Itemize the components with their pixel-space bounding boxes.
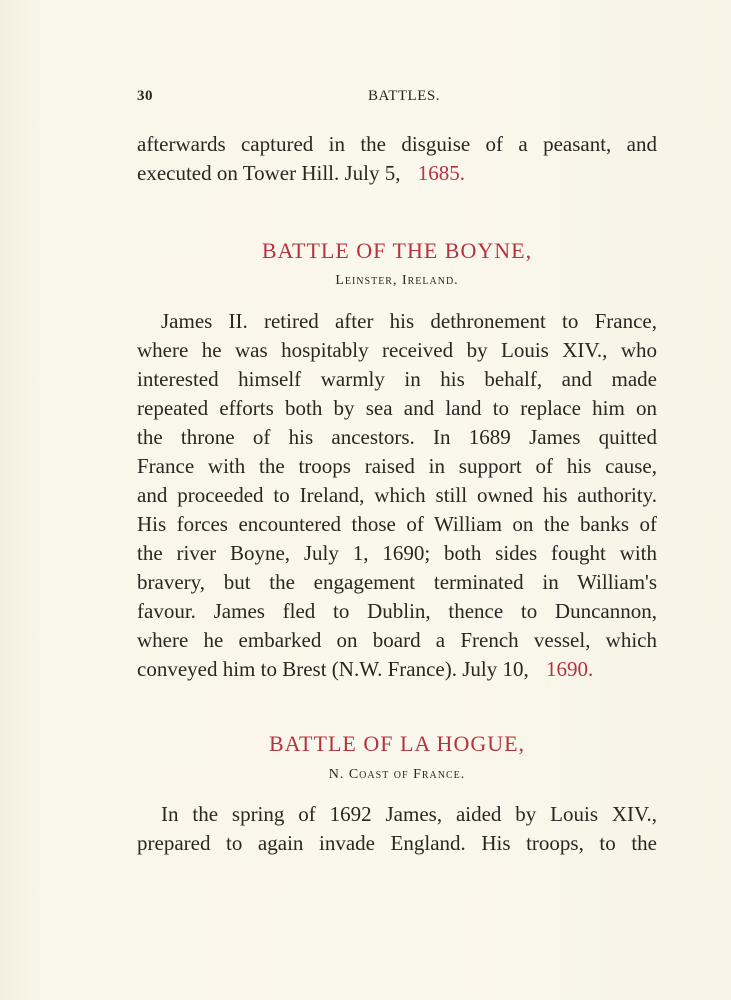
- boyne-line-1: James II. retired after his dethronement to France,: [161, 309, 657, 333]
- boyne-location: Leinster, Ireland.: [335, 273, 459, 288]
- boyne-line-8: His forces encountered those of William on the banks of: [137, 512, 657, 536]
- hogue-line-1: In the spring of 1692 James, aided by Louis XIV.,: [161, 802, 657, 826]
- boyne-line-3: interested himself warmly in his behalf, and made: [137, 367, 657, 391]
- boyne-line-12: where he embarked on board a French vessel, which: [137, 628, 657, 652]
- boyne-line-11: favour. James fled to Dublin, thence to Duncannon,: [137, 599, 657, 623]
- boyne-line-5: the throne of his ancestors. In 1689 James quitted: [137, 425, 657, 449]
- boyne-title: BATTLE OF THE BOYNE,: [261, 238, 533, 263]
- boyne-line-2: where he was hospitably received by Louis XIV., who: [137, 338, 657, 362]
- boyne-line-7: and proceeded to Ireland, which still owned his authority.: [137, 483, 657, 507]
- boyne-line-4: repeated efforts both by sea and land to replace him on: [137, 396, 657, 420]
- boyne-line-10: bravery, but the engagement terminated in William's: [137, 570, 657, 594]
- running-head: BATTLES.: [368, 88, 440, 104]
- boyne-year: 1690.: [545, 657, 594, 681]
- page-header: [137, 88, 657, 108]
- boyne-last-line-text: conveyed him to Brest (N.W. France). July 10,: [137, 657, 529, 681]
- intro-year: 1685.: [417, 161, 466, 185]
- intro-line-2: [137, 160, 657, 186]
- hogue-location: N. Coast of France.: [328, 767, 466, 782]
- boyne-line-13: [137, 656, 657, 682]
- boyne-line-9: the river Boyne, July 1, 1690; both sides fought with: [137, 541, 657, 565]
- hogue-line-2: prepared to again invade England. His troops, to the: [137, 831, 657, 855]
- hogue-title: BATTLE OF LA HOGUE,: [268, 731, 526, 756]
- page-number: 30: [137, 88, 153, 104]
- intro-line-2-text: executed on Tower Hill. July 5,: [137, 161, 401, 185]
- boyne-line-6: France with the troops raised in support of his cause,: [137, 454, 657, 478]
- intro-line-1: afterwards captured in the disguise of a peasant, and: [137, 132, 657, 156]
